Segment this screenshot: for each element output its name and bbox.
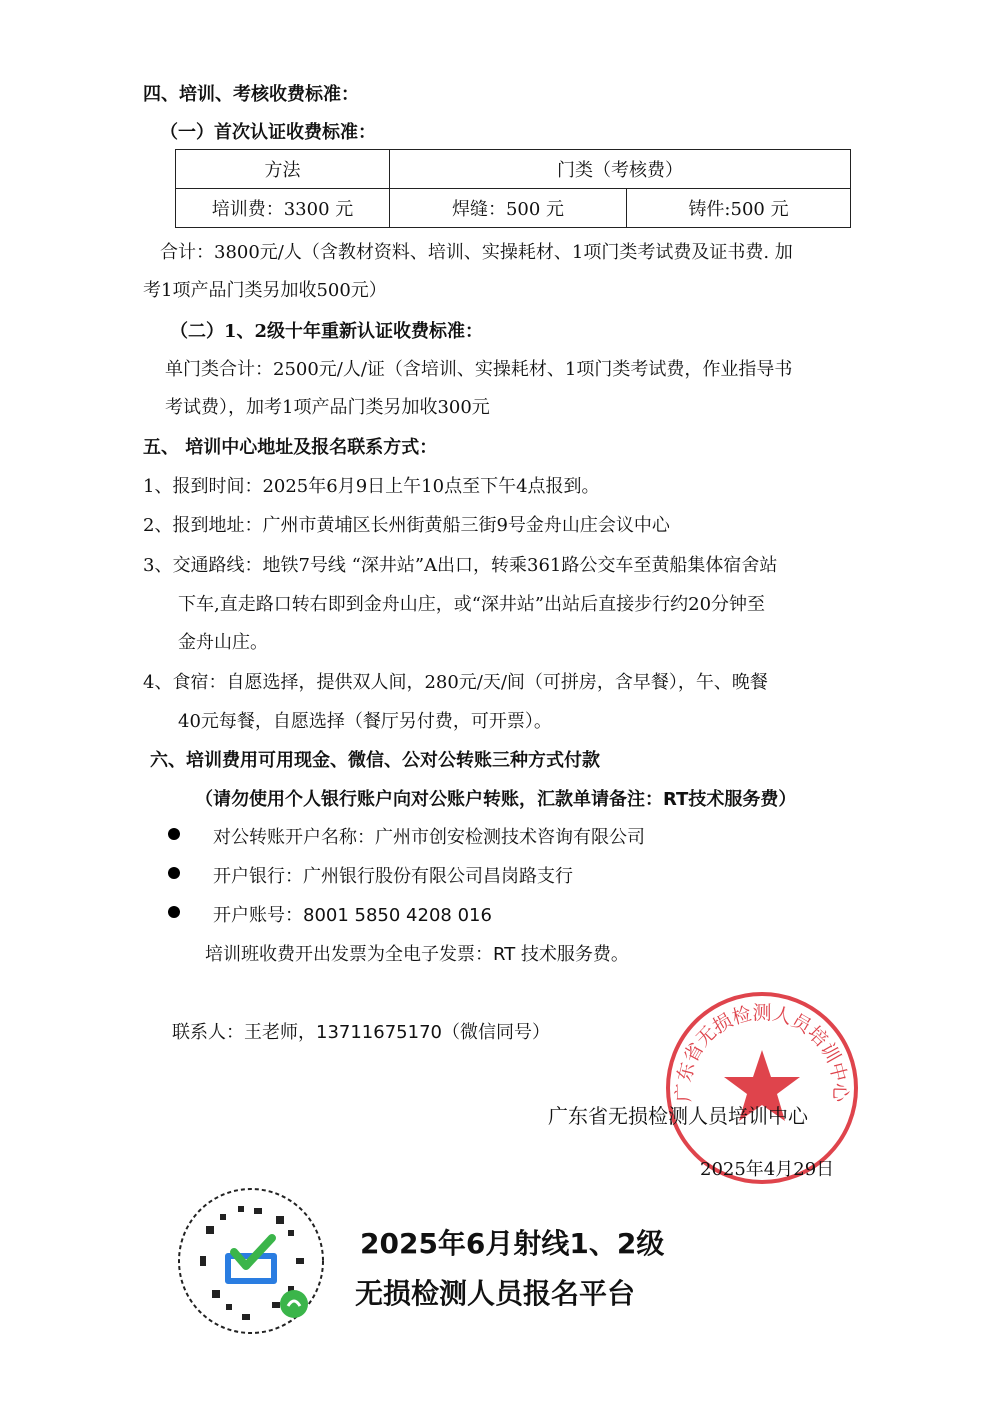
item-transport-line-2: 下车,直走路口转右即到金舟山庄，或“深井站”出站后直接步行约20分钟至 xyxy=(178,594,766,615)
bullet-icon xyxy=(168,828,180,840)
bullet-icon xyxy=(168,867,180,879)
bank-name: 开户银行：广州银行股份有限公司昌岗路支行 xyxy=(213,866,573,887)
item-lodging-line-2: 40元每餐，自愿选择（餐厅另付费，可开票）。 xyxy=(178,711,552,732)
svg-text:广东省无损检测人员培训中心: 广东省无损检测人员培训中心 xyxy=(672,1002,852,1103)
table-header-category: 门类（考核费） xyxy=(390,150,851,189)
section-6-heading: 六、培训费用可用现金、微信、公对公转账三种方式付款 xyxy=(150,750,600,771)
section-5-heading: 五、 培训中心地址及报名联系方式： xyxy=(143,437,438,458)
table-cell-training: 培训费：3300 元 xyxy=(176,189,390,228)
subsection-2-heading: （二）1、2级十年重新认证收费标准： xyxy=(170,321,484,342)
contact-info: 联系人：王老师，13711675170（微信同号） xyxy=(172,1022,550,1043)
item-transport-line-1: 3、交通路线：地铁7号线 “深井站”A出口，转乘361路公交车至黄船集体宿舍站 xyxy=(143,555,778,576)
bullet-icon xyxy=(168,906,180,918)
recert-line-2: 考试费），加考1项产品门类另加收300元 xyxy=(165,397,490,418)
promo-line-1: 2025年6月射线1、2级 xyxy=(360,1227,665,1260)
item-transport-line-3: 金舟山庄。 xyxy=(178,632,268,653)
fee-table xyxy=(175,149,851,228)
table-row xyxy=(176,150,851,189)
signature-org: 广东省无损检测人员培训中心 xyxy=(548,1104,808,1128)
table-row xyxy=(176,189,851,228)
item-report-time: 1、报到时间：2025年6月9日上午10点至下午4点报到。 xyxy=(143,476,600,497)
table-cell-weld: 焊缝：500 元 xyxy=(390,189,627,228)
total-line-1: 合计：3800元/人（含教材资料、培训、实操耗材、1项门类考试费及证书费. 加 xyxy=(160,242,793,263)
item-report-address: 2、报到地址：广州市黄埔区长州街黄船三街9号金舟山庄会议中心 xyxy=(143,515,670,536)
account-name: 对公转账开户名称：广州市创安检测技术咨询有限公司 xyxy=(213,827,645,848)
recert-line-1: 单门类合计：2500元/人/证（含培训、实操耗材、1项门类考试费，作业指导书 xyxy=(165,359,793,380)
table-header-method: 方法 xyxy=(176,150,390,189)
payment-note: （请勿使用个人银行账户向对公账户转账，汇款单请备注：RT技术服务费） xyxy=(195,789,797,810)
invoice-note: 培训班收费开出发票为全电子发票：RT 技术服务费。 xyxy=(205,944,629,965)
miniprogram-code-icon[interactable] xyxy=(176,1186,326,1336)
promo-line-2: 无损检测人员报名平台 xyxy=(355,1277,636,1310)
table-cell-cast: 铸件:500 元 xyxy=(627,189,851,228)
subsection-1-heading: （一）首次认证收费标准： xyxy=(160,122,376,143)
total-line-2: 考1项产品门类另加收500元） xyxy=(143,280,387,301)
account-number: 开户账号：8001 5850 4208 016 xyxy=(213,905,492,926)
section-4-heading: 四、培训、考核收费标准： xyxy=(143,84,359,105)
signature-date: 2025年4月29日 xyxy=(700,1159,835,1180)
item-lodging-line-1: 4、食宿：自愿选择，提供双人间，280元/天/间（可拼房，含早餐），午、晚餐 xyxy=(143,672,768,693)
